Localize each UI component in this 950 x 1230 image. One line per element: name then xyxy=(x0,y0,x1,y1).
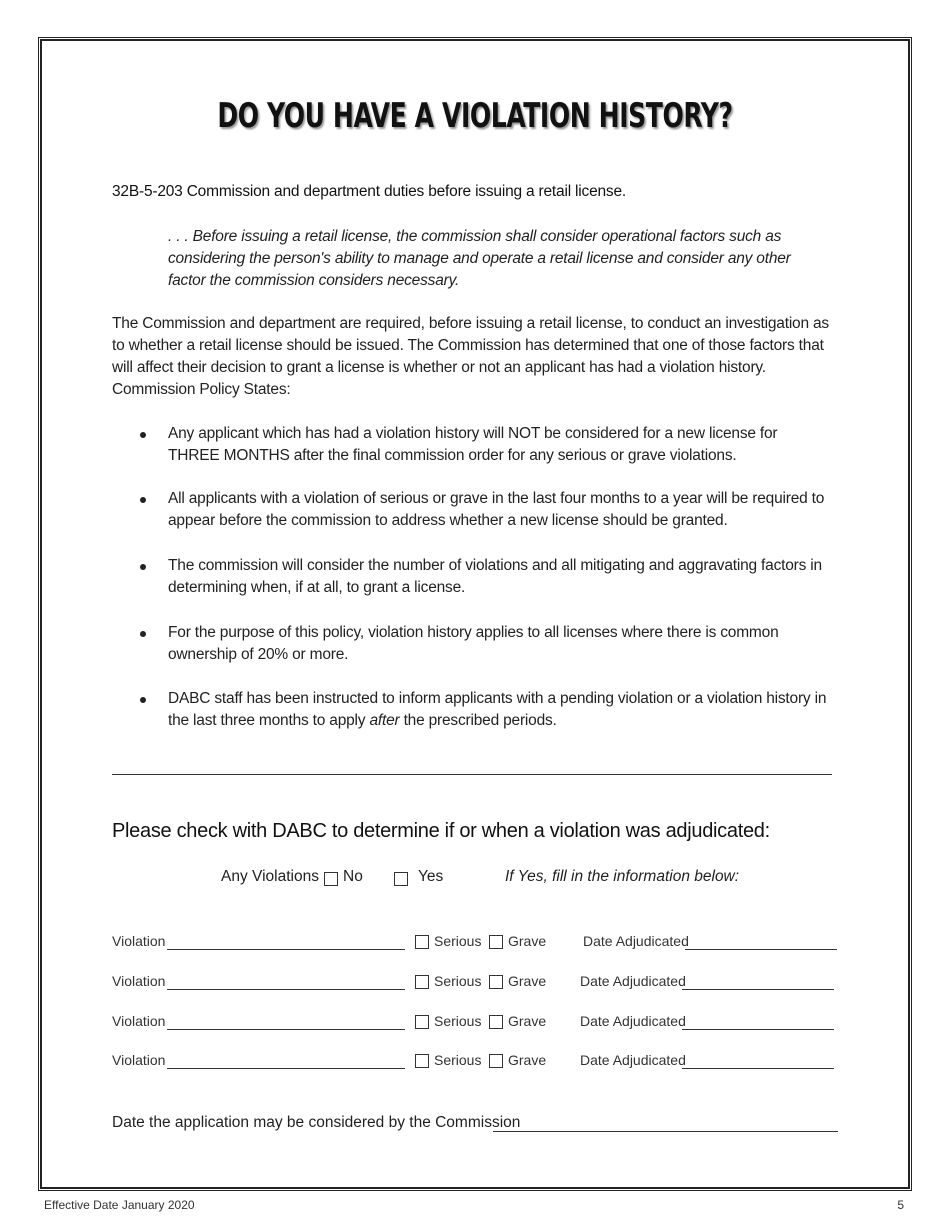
violation-label: Violation xyxy=(112,973,166,989)
violation-field[interactable] xyxy=(167,975,405,990)
bullet-text-after: the prescribed periods. xyxy=(399,712,557,729)
serious-label: Serious xyxy=(434,973,482,989)
violation-label: Violation xyxy=(112,1052,166,1068)
commission-date-label: Date the application may be considered by the Commission xyxy=(112,1114,521,1131)
serious-label: Serious xyxy=(434,933,482,949)
serious-checkbox[interactable] xyxy=(415,1015,429,1029)
violation-label: Violation xyxy=(112,933,166,949)
serious-checkbox[interactable] xyxy=(415,1054,429,1068)
serious-label: Serious xyxy=(434,1052,482,1068)
any-violations-label: Any Violations xyxy=(221,868,319,885)
policy-bullet-text: The commission will consider the number of violations and all mitigating and aggravating factors in determining when, if at all, to grant a license. xyxy=(168,557,822,596)
footer-page-number: 5 xyxy=(897,1198,904,1212)
violation-field[interactable] xyxy=(167,1054,405,1069)
violation-field[interactable] xyxy=(167,1015,405,1030)
grave-checkbox[interactable] xyxy=(489,975,503,989)
grave-checkbox[interactable] xyxy=(489,1054,503,1068)
violation-row xyxy=(112,933,842,955)
bullet-icon xyxy=(140,631,146,637)
date-adjudicated-field[interactable] xyxy=(682,1054,834,1069)
fill-info-hint: If Yes, fill in the information below: xyxy=(505,868,740,885)
section-divider xyxy=(112,774,832,775)
page-title: DO YOU HAVE A VIOLATION HISTORY? xyxy=(217,96,733,136)
bullet-icon xyxy=(140,497,146,503)
violation-row xyxy=(112,1013,842,1035)
date-adjudicated-label: Date Adjudicated xyxy=(580,1013,686,1029)
footer-effective-date: Effective Date January 2020 xyxy=(44,1198,195,1212)
grave-checkbox[interactable] xyxy=(489,1015,503,1029)
check-heading: Please check with DABC to determine if or when a violation was adjudicated: xyxy=(112,820,770,842)
policy-bullet-text xyxy=(168,688,828,732)
grave-label: Grave xyxy=(508,1052,547,1068)
bullet-icon xyxy=(140,432,146,438)
yes-label: Yes xyxy=(418,868,444,885)
policy-bullet-text: Any applicant which has had a violation history will NOT be considered for a new license for THREE MONTHS after the final commission order for any serious or grave violations. xyxy=(168,425,778,464)
statute-heading: 32B-5-203 Commission and department duties before issuing a retail license. xyxy=(112,183,627,200)
grave-label: Grave xyxy=(508,973,547,989)
date-adjudicated-field[interactable] xyxy=(685,935,837,950)
bullet-icon xyxy=(140,697,146,703)
no-label: No xyxy=(343,868,363,885)
intro-paragraph: The Commission and department are required, before issuing a retail license, to conduct an investigation as to whether a retail license should be issued. The Commission has determined that one of those factors that will affect their decision to grant a license is whether or not an applicant has had a violation history. Commission Policy States: xyxy=(112,315,829,398)
date-adjudicated-label: Date Adjudicated xyxy=(580,973,686,989)
date-adjudicated-field[interactable] xyxy=(682,1015,834,1030)
commission-date-field[interactable] xyxy=(493,1131,838,1132)
statute-quote: . . . Before issuing a retail license, the commission shall consider operational factors such as considering the person's ability to manage and operate a retail license and consider any other factor the commission considers necessary. xyxy=(168,228,791,289)
grave-label: Grave xyxy=(508,933,547,949)
violation-label: Violation xyxy=(112,1013,166,1029)
yes-checkbox[interactable] xyxy=(394,872,408,886)
no-checkbox[interactable] xyxy=(324,872,338,886)
serious-label: Serious xyxy=(434,1013,482,1029)
policy-bullet-text: For the purpose of this policy, violation history applies to all licenses where there is common ownership of 20% or more. xyxy=(168,624,779,663)
violation-field[interactable] xyxy=(167,935,405,950)
violation-row xyxy=(112,1052,842,1074)
serious-checkbox[interactable] xyxy=(415,975,429,989)
serious-checkbox[interactable] xyxy=(415,935,429,949)
violation-row xyxy=(112,973,842,995)
date-adjudicated-label: Date Adjudicated xyxy=(583,933,689,949)
date-adjudicated-field[interactable] xyxy=(682,975,834,990)
grave-label: Grave xyxy=(508,1013,547,1029)
bullet-icon xyxy=(140,564,146,570)
bullet-text-before: DABC staff has been instructed to inform applicants with a pending violation or a violation history in the last three months to apply xyxy=(168,690,827,729)
bullet-text-emphasis: after xyxy=(369,712,400,729)
date-adjudicated-label: Date Adjudicated xyxy=(580,1052,686,1068)
policy-bullet-text: All applicants with a violation of serious or grave in the last four months to a year will be required to appear before the commission to address whether a new license should be granted. xyxy=(168,490,825,529)
grave-checkbox[interactable] xyxy=(489,935,503,949)
